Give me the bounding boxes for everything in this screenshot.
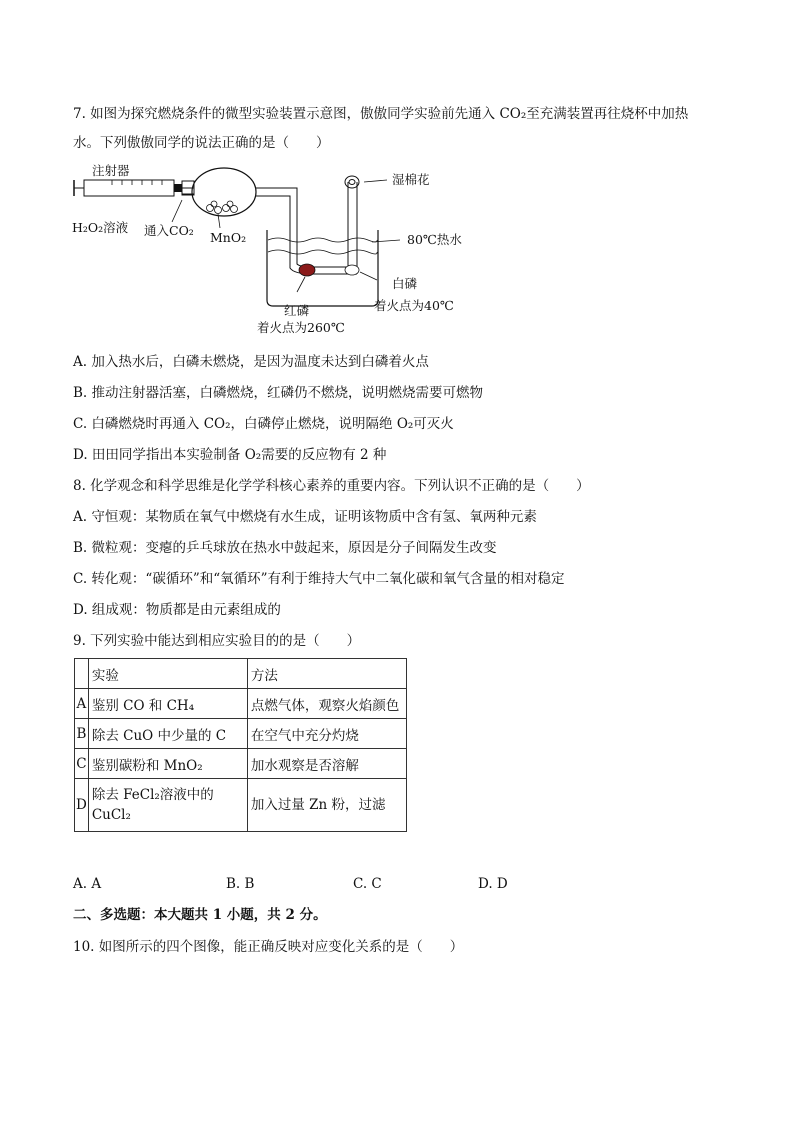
q9-answer-a[interactable]: A. A	[73, 876, 102, 892]
header-method: 方法	[247, 659, 406, 689]
row-method: 加水观察是否溶解	[247, 749, 406, 779]
label-red-phosphorus: 红磷	[284, 303, 310, 318]
q7-option-b[interactable]: B. 推动注射器活塞，白磷燃烧，红磷仍不燃烧，说明燃烧需要可燃物	[73, 385, 484, 401]
q7-option-d[interactable]: D. 田田同学指出本实验制备 O₂需要的反应物有 2 种	[73, 447, 387, 463]
table-row	[75, 779, 407, 832]
q8-option-c[interactable]: C. 转化观：“碳循环”和“氧循环”有利于维持大气中二氧化碳和氧气含量的相对稳定	[73, 571, 565, 587]
row-experiment: 鉴别 CO 和 CH₄	[88, 689, 247, 719]
table-header-row	[75, 659, 407, 689]
row-key: B	[75, 719, 89, 749]
section-heading: 二、多选题：本大题共 1 小题，共 2 分。	[73, 907, 327, 923]
q9-answer-c[interactable]: C. C	[353, 876, 382, 892]
row-experiment: 鉴别碳粉和 MnO₂	[88, 749, 247, 779]
label-white-p-ignition: 着火点为40℃	[374, 298, 454, 313]
table-row	[75, 689, 407, 719]
label-co2-in: 通入CO₂	[144, 223, 194, 238]
label-hot-water: 80℃热水	[407, 232, 462, 247]
row-method: 加入过量 Zn 粉，过滤	[247, 779, 406, 832]
row-key: A	[75, 689, 89, 719]
q8-option-a[interactable]: A. 守恒观：某物质在氧气中燃烧有水生成，证明该物质中含有氢、氧两种元素	[73, 509, 537, 525]
row-key: D	[75, 779, 89, 832]
q8-option-d[interactable]: D. 组成观：物质都是由元素组成的	[73, 602, 281, 618]
combustion-apparatus-figure	[72, 160, 492, 350]
label-white-phosphorus: 白磷	[392, 276, 418, 291]
q9-stem: 9. 下列实验中能达到相应实验目的的是（ ）	[73, 633, 361, 649]
row-experiment: 除去 CuO 中少量的 C	[88, 719, 247, 749]
q9-answer-b[interactable]: B. B	[226, 876, 255, 892]
label-red-p-ignition: 着火点为260℃	[257, 320, 345, 335]
q9-answer-d[interactable]: D. D	[478, 876, 508, 892]
q7-option-c[interactable]: C. 白磷燃烧时再通入 CO₂，白磷停止燃烧，说明隔绝 O₂可灭火	[73, 416, 454, 432]
row-key: C	[75, 749, 89, 779]
label-syringe: 注射器	[92, 163, 130, 178]
table-row	[75, 719, 407, 749]
label-h2o2: H₂O₂溶液	[72, 220, 129, 235]
header-experiment: 实验	[88, 659, 247, 689]
table-row	[75, 749, 407, 779]
q7-option-a[interactable]: A. 加入热水后，白磷未燃烧，是因为温度未达到白磷着火点	[73, 354, 429, 370]
row-method: 在空气中充分灼烧	[247, 719, 406, 749]
label-wet-cotton: 湿棉花	[392, 172, 430, 187]
label-mno2: MnO₂	[210, 230, 247, 245]
q9-options-table	[74, 658, 407, 832]
q8-stem: 8. 化学观念和科学思维是化学学科核心素养的重要内容。下列认识不正确的是（ ）	[73, 478, 590, 494]
row-method: 点燃气体，观察火焰颜色	[247, 689, 406, 719]
q10-stem: 10. 如图所示的四个图像，能正确反映对应变化关系的是（ ）	[73, 939, 464, 955]
q7-stem-line2: 水。下列傲傲同学的说法正确的是（ ）	[73, 135, 330, 151]
q7-stem-line1: 7. 如图为探究燃烧条件的微型实验装置示意图，傲傲同学实验前先通入 CO₂至充满装置再往烧杯中加热	[73, 106, 689, 122]
row-experiment: 除去 FeCl₂溶液中的 CuCl₂	[88, 779, 247, 832]
q8-option-b[interactable]: B. 微粒观：变瘪的乒乓球放在热水中鼓起来，原因是分子间隔发生改变	[73, 540, 497, 556]
